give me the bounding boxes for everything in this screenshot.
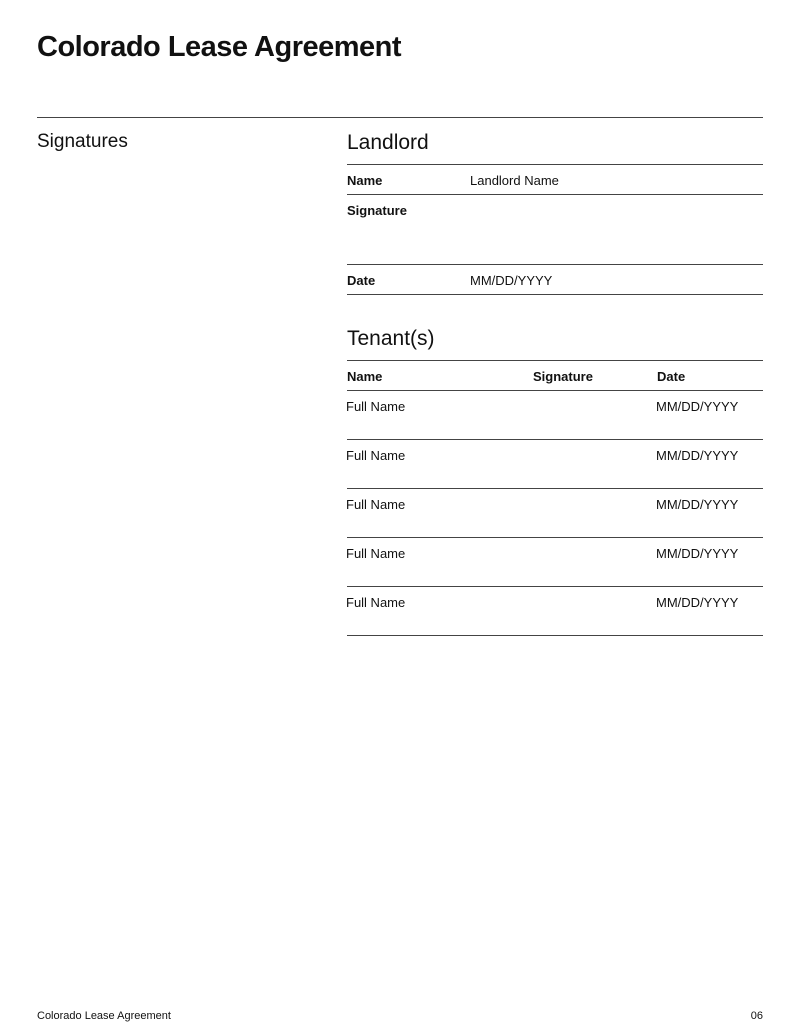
tenant-row bbox=[347, 391, 763, 439]
divider bbox=[347, 635, 763, 636]
divider bbox=[347, 294, 763, 295]
tenant-row bbox=[347, 489, 763, 537]
tenant-table-header bbox=[347, 361, 763, 390]
tenant-name-field[interactable]: Full Name bbox=[346, 595, 406, 610]
tenants-section bbox=[347, 326, 763, 636]
tenant-date-field[interactable]: MM/DD/YYYY bbox=[656, 448, 739, 463]
landlord-signature-label: Signature bbox=[347, 203, 407, 218]
document-title: Colorado Lease Agreement bbox=[37, 31, 402, 63]
tenant-date-field[interactable]: MM/DD/YYYY bbox=[656, 497, 739, 512]
landlord-name-row bbox=[347, 165, 763, 194]
landlord-date-row bbox=[347, 265, 763, 294]
tenant-name-field[interactable]: Full Name bbox=[346, 546, 406, 561]
landlord-date-label: Date bbox=[347, 273, 376, 288]
tenant-row bbox=[347, 440, 763, 488]
landlord-name-label: Name bbox=[347, 173, 383, 188]
column-header-date: Date bbox=[657, 369, 686, 384]
tenant-row bbox=[347, 587, 763, 635]
tenant-date-field[interactable]: MM/DD/YYYY bbox=[656, 546, 739, 561]
landlord-heading: Landlord bbox=[347, 131, 429, 154]
tenant-name-field[interactable]: Full Name bbox=[346, 399, 406, 414]
section-label: Signatures bbox=[37, 131, 128, 152]
column-header-signature: Signature bbox=[533, 369, 593, 384]
tenant-date-field[interactable]: MM/DD/YYYY bbox=[656, 399, 739, 414]
column-header-name: Name bbox=[347, 369, 383, 384]
landlord-name-field[interactable]: Landlord Name bbox=[470, 173, 559, 188]
tenant-row bbox=[347, 538, 763, 586]
tenant-name-field[interactable]: Full Name bbox=[346, 497, 406, 512]
footer-document-name: Colorado Lease Agreement bbox=[37, 1010, 171, 1022]
tenants-heading: Tenant(s) bbox=[347, 327, 435, 350]
landlord-date-field[interactable]: MM/DD/YYYY bbox=[470, 273, 553, 288]
landlord-section bbox=[347, 130, 763, 295]
landlord-signature-field[interactable] bbox=[347, 195, 763, 264]
page-number: 06 bbox=[750, 1010, 763, 1022]
title-divider bbox=[37, 117, 763, 118]
tenant-date-field[interactable]: MM/DD/YYYY bbox=[656, 595, 739, 610]
tenant-name-field[interactable]: Full Name bbox=[346, 448, 406, 463]
